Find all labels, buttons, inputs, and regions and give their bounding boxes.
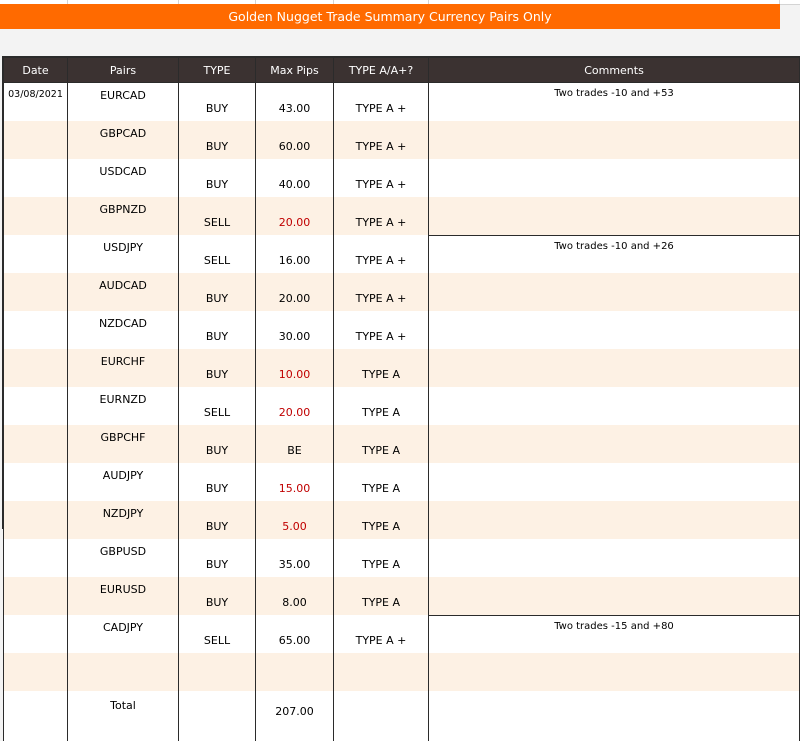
trade-type-cell[interactable]: BUY bbox=[179, 463, 256, 501]
max-pips-cell[interactable]: 40.00 bbox=[256, 159, 334, 197]
setup-grade-cell[interactable]: TYPE A bbox=[334, 425, 429, 463]
pair-cell[interactable]: EURCHF bbox=[68, 349, 179, 387]
setup-grade-cell[interactable]: TYPE A + bbox=[334, 311, 429, 349]
table-row bbox=[4, 577, 800, 615]
setup-grade-cell[interactable]: TYPE A bbox=[334, 463, 429, 501]
table-row bbox=[4, 235, 800, 273]
date-cell[interactable] bbox=[4, 349, 68, 387]
date-cell[interactable] bbox=[4, 197, 68, 235]
table-row bbox=[4, 273, 800, 311]
trade-type-cell[interactable]: BUY bbox=[179, 273, 256, 311]
table-row bbox=[4, 83, 800, 122]
date-cell[interactable] bbox=[4, 121, 68, 159]
comment-cell[interactable]: Two trades -10 and +53 bbox=[429, 83, 800, 122]
date-cell[interactable] bbox=[4, 653, 68, 691]
table-row bbox=[4, 615, 800, 653]
table-row bbox=[4, 539, 800, 577]
total-comment-cell[interactable] bbox=[429, 691, 800, 741]
comment-cell[interactable] bbox=[429, 463, 800, 501]
pair-cell[interactable]: EURCAD bbox=[68, 83, 179, 122]
date-cell[interactable] bbox=[4, 311, 68, 349]
comment-cell[interactable] bbox=[429, 349, 800, 387]
total-type-cell[interactable] bbox=[179, 691, 256, 741]
trade-type-cell[interactable]: SELL bbox=[179, 235, 256, 273]
pair-cell[interactable]: AUDCAD bbox=[68, 273, 179, 311]
column-header-date[interactable]: Date bbox=[4, 58, 68, 83]
comment-cell[interactable] bbox=[429, 501, 800, 539]
trade-type-cell[interactable]: BUY bbox=[179, 83, 256, 122]
date-cell[interactable] bbox=[4, 273, 68, 311]
max-pips-cell[interactable]: 15.00 bbox=[256, 463, 334, 501]
column-header-max-pips[interactable]: Max Pips bbox=[256, 58, 334, 83]
max-pips-cell[interactable]: 60.00 bbox=[256, 121, 334, 159]
table-row bbox=[4, 311, 800, 349]
pair-cell[interactable]: NZDJPY bbox=[68, 501, 179, 539]
trade-type-cell[interactable]: BUY bbox=[179, 577, 256, 615]
table-row bbox=[4, 501, 800, 539]
max-pips-cell[interactable]: 20.00 bbox=[256, 197, 334, 235]
table-row bbox=[4, 159, 800, 197]
max-pips-cell[interactable]: 30.00 bbox=[256, 311, 334, 349]
setup-grade-cell[interactable]: TYPE A + bbox=[334, 235, 429, 273]
column-header-comments[interactable]: Comments bbox=[429, 58, 800, 83]
setup-grade-cell[interactable]: TYPE A + bbox=[334, 121, 429, 159]
trade-type-cell[interactable]: BUY bbox=[179, 349, 256, 387]
trade-summary-sheet bbox=[2, 56, 800, 529]
max-pips-cell[interactable]: 8.00 bbox=[256, 577, 334, 615]
max-pips-cell[interactable]: BE bbox=[256, 425, 334, 463]
comment-cell[interactable] bbox=[429, 387, 800, 425]
max-pips-cell[interactable]: 20.00 bbox=[256, 273, 334, 311]
comment-cell[interactable] bbox=[429, 159, 800, 197]
trade-type-cell[interactable]: BUY bbox=[179, 121, 256, 159]
setup-grade-cell[interactable]: TYPE A bbox=[334, 387, 429, 425]
trade-type-cell[interactable]: SELL bbox=[179, 387, 256, 425]
setup-grade-cell[interactable]: TYPE A + bbox=[334, 197, 429, 235]
pair-cell[interactable]: GBPCAD bbox=[68, 121, 179, 159]
date-cell[interactable]: 03/08/2021 bbox=[4, 83, 68, 122]
comment-cell[interactable]: Two trades -15 and +80 bbox=[429, 615, 800, 653]
setup-grade-cell[interactable]: TYPE A + bbox=[334, 615, 429, 653]
table-row bbox=[4, 425, 800, 463]
sheet-title-banner: Golden Nugget Trade Summary Currency Pairs Only bbox=[0, 4, 780, 29]
table-row bbox=[4, 463, 800, 501]
setup-grade-cell[interactable]: TYPE A + bbox=[334, 159, 429, 197]
setup-grade-cell[interactable]: TYPE A + bbox=[334, 83, 429, 122]
date-cell[interactable] bbox=[4, 501, 68, 539]
trade-type-cell[interactable]: SELL bbox=[179, 615, 256, 653]
pair-cell[interactable]: AUDJPY bbox=[68, 463, 179, 501]
pair-cell[interactable]: EURNZD bbox=[68, 387, 179, 425]
max-pips-cell[interactable]: 65.00 bbox=[256, 615, 334, 653]
trade-type-cell[interactable]: SELL bbox=[179, 197, 256, 235]
trade-type-cell[interactable] bbox=[179, 653, 256, 691]
trade-type-cell[interactable]: BUY bbox=[179, 501, 256, 539]
column-header-pairs[interactable]: Pairs bbox=[68, 58, 179, 83]
max-pips-cell[interactable]: 35.00 bbox=[256, 539, 334, 577]
table-body bbox=[4, 83, 800, 741]
max-pips-cell[interactable]: 43.00 bbox=[256, 83, 334, 122]
table-row bbox=[4, 197, 800, 235]
column-header-type[interactable]: TYPE bbox=[179, 58, 256, 83]
table-row bbox=[4, 387, 800, 425]
date-cell[interactable] bbox=[4, 539, 68, 577]
setup-grade-cell[interactable] bbox=[334, 653, 429, 691]
trade-type-cell[interactable]: BUY bbox=[179, 159, 256, 197]
setup-grade-cell[interactable]: TYPE A bbox=[334, 539, 429, 577]
trade-type-cell[interactable]: BUY bbox=[179, 311, 256, 349]
date-cell[interactable] bbox=[4, 425, 68, 463]
comment-cell[interactable] bbox=[429, 273, 800, 311]
table-row bbox=[4, 653, 800, 691]
pair-cell[interactable] bbox=[68, 653, 179, 691]
trade-summary-table bbox=[3, 57, 800, 741]
pair-cell[interactable]: NZDCAD bbox=[68, 311, 179, 349]
comment-cell[interactable] bbox=[429, 577, 800, 615]
date-cell[interactable] bbox=[4, 159, 68, 197]
date-cell[interactable] bbox=[4, 463, 68, 501]
pair-cell[interactable]: USDCAD bbox=[68, 159, 179, 197]
max-pips-cell[interactable]: 20.00 bbox=[256, 387, 334, 425]
pair-cell[interactable]: GBPNZD bbox=[68, 197, 179, 235]
date-cell[interactable] bbox=[4, 387, 68, 425]
pair-cell[interactable]: USDJPY bbox=[68, 235, 179, 273]
comment-cell[interactable] bbox=[429, 121, 800, 159]
total-grade-cell[interactable] bbox=[334, 691, 429, 741]
pair-cell[interactable]: EURUSD bbox=[68, 577, 179, 615]
date-cell[interactable] bbox=[4, 235, 68, 273]
setup-grade-cell[interactable]: TYPE A bbox=[334, 577, 429, 615]
pair-cell[interactable]: GBPUSD bbox=[68, 539, 179, 577]
table-header-row bbox=[4, 58, 800, 83]
setup-grade-cell[interactable]: TYPE A bbox=[334, 349, 429, 387]
trade-type-cell[interactable]: BUY bbox=[179, 425, 256, 463]
table-row bbox=[4, 121, 800, 159]
pair-cell[interactable]: CADJPY bbox=[68, 615, 179, 653]
setup-grade-cell[interactable]: TYPE A + bbox=[334, 273, 429, 311]
total-date-cell[interactable] bbox=[4, 691, 68, 741]
table-row bbox=[4, 349, 800, 387]
comment-cell[interactable] bbox=[429, 311, 800, 349]
total-row bbox=[4, 691, 800, 741]
comment-cell[interactable]: Two trades -10 and +26 bbox=[429, 235, 800, 273]
date-cell[interactable] bbox=[4, 615, 68, 653]
comment-cell[interactable] bbox=[429, 425, 800, 463]
setup-grade-cell[interactable]: TYPE A bbox=[334, 501, 429, 539]
date-cell[interactable] bbox=[4, 577, 68, 615]
comment-cell[interactable] bbox=[429, 197, 800, 235]
max-pips-cell[interactable]: 16.00 bbox=[256, 235, 334, 273]
column-header-grade[interactable]: TYPE A/A+? bbox=[334, 58, 429, 83]
comment-cell[interactable] bbox=[429, 539, 800, 577]
max-pips-cell[interactable]: 10.00 bbox=[256, 349, 334, 387]
trade-type-cell[interactable]: BUY bbox=[179, 539, 256, 577]
total-label[interactable]: Total bbox=[68, 691, 179, 741]
max-pips-cell[interactable] bbox=[256, 653, 334, 691]
comment-cell[interactable] bbox=[429, 653, 800, 691]
pair-cell[interactable]: GBPCHF bbox=[68, 425, 179, 463]
total-pips-value[interactable]: 207.00 bbox=[256, 691, 334, 741]
max-pips-cell[interactable]: 5.00 bbox=[256, 501, 334, 539]
